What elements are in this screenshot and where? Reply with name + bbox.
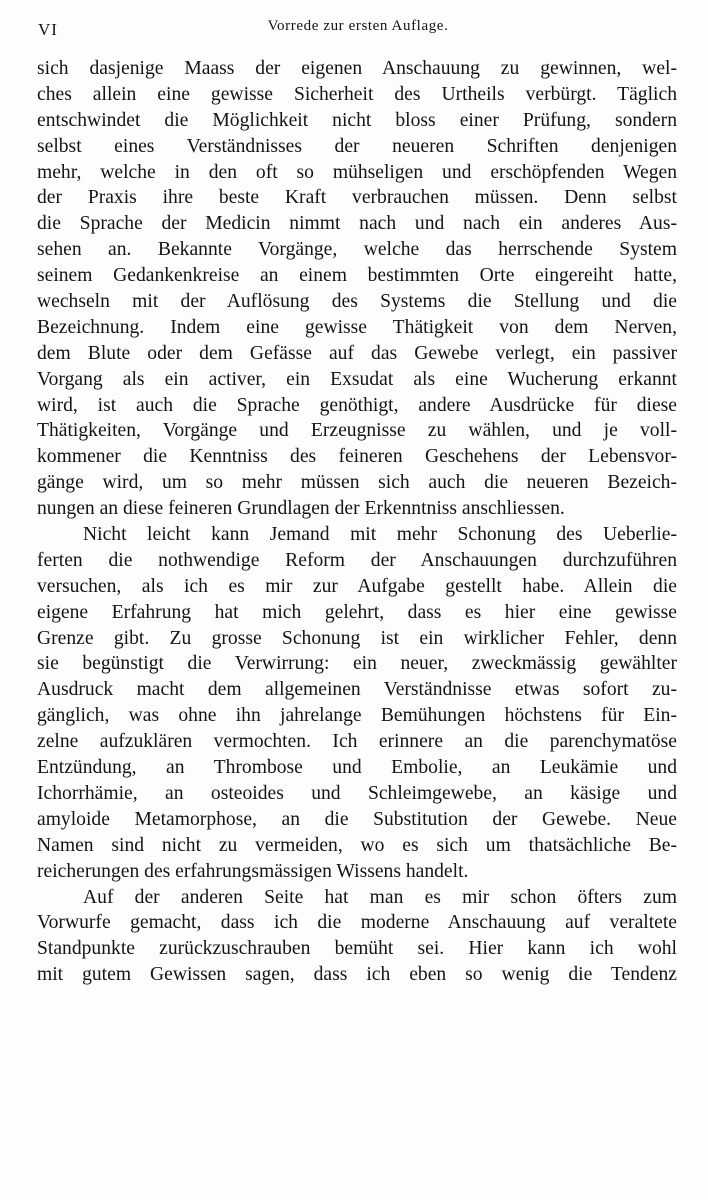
text-line: mit gutem Gewissen sagen, dass ich eben so wenig die Tendenz [37,964,677,986]
text-line: Grenze gibt. Zu grosse Schonung ist ein wirklicher Fehler, denn [37,627,677,649]
text-line: wechseln mit der Auflösung des Systems die Stellung und die [37,291,677,313]
text-line: gänglich, was ohne ihn jahrelange Bemühungen höchstens für Ein- [37,705,677,727]
text-line: Nicht leicht kann Jemand mit mehr Schonung des Ueberlie- [83,524,677,546]
text-line: Ichorrhämie, an osteoides und Schleimgewebe, an käsige und [37,782,677,804]
paragraph-1 [37,56,677,522]
text-line: wird, ist auch die Sprache genöthigt, andere Ausdrücke für diese [37,394,677,416]
text-line: Namen sind nicht zu vermeiden, wo es sich um thatsächliche Be- [37,834,677,856]
text-line: Vorgang als ein activer, ein Exsudat als eine Wucherung erkannt [37,368,677,390]
text-line: Standpunkte zurückzuschrauben bemüht sei. Hier kann ich wohl [37,938,677,960]
page-header [38,16,678,40]
text-line: Entzündung, an Thrombose und Embolie, an Leukämie und [37,757,677,779]
text-line: sehen an. Bekannte Vorgänge, welche das herrschende System [37,239,677,261]
text-line: der Praxis ihre beste Kraft verbrauchen müssen. Denn selbst [37,187,677,209]
text-line: kommener die Kenntniss des feineren Geschehens der Lebensvor- [37,446,677,468]
text-line: eigene Erfahrung hat mich gelehrt, dass es hier eine gewisse [37,601,677,623]
text-line: nungen an diese feineren Grundlagen der Erkenntniss anschliessen. [37,498,565,520]
text-line: mehr, welche in den oft so mühseligen und erschöpfenden Wegen [37,161,677,183]
text-line: dem Blute oder dem Gefässe auf das Gewebe verlegt, ein passiver [37,342,677,364]
text-line: seinem Gedankenkreise an einem bestimmten Orte eingereiht hatte, [37,265,677,287]
text-line: Ausdruck macht dem allgemeinen Verständnisse etwas sofort zu- [37,679,677,701]
text-line: sich dasjenige Maass der eigenen Anschauung zu gewinnen, wel- [37,58,677,79]
page-number: VI [38,20,58,39]
paragraph-3 [37,885,677,989]
running-title: Vorrede zur ersten Auflage. [267,18,449,34]
text-line: Thätigkeiten, Vorgänge und Erzeugnisse zu wählen, und je voll- [37,420,677,442]
text-line: Bezeichnung. Indem eine gewisse Thätigkeit von dem Nerven, [37,316,677,338]
text-line: ferten die nothwendige Reform der Anschauungen durchzuführen [37,549,677,571]
body-text [37,56,677,988]
paragraph-2 [37,522,677,884]
text-line: zelne aufzuklären vermochten. Ich erinnere an die parenchymatöse [37,731,677,753]
text-line: reicherungen des erfahrungsmässigen Wissens handelt. [37,860,469,882]
text-line: Auf der anderen Seite hat man es mir schon öfters zum [83,886,677,908]
text-line: versuchen, als ich es mir zur Aufgabe gestellt habe. Allein die [37,575,677,597]
text-line: amyloide Metamorphose, an die Substitution der Gewebe. Neue [37,808,677,830]
text-line: die Sprache der Medicin nimmt nach und nach ein anderes Aus- [37,213,677,235]
text-line: gänge wird, um so mehr müssen sich auch die neueren Bezeich- [37,472,677,494]
text-line: ches allein eine gewisse Sicherheit des Urtheils verbürgt. Täglich [37,83,677,105]
text-line: sie begünstigt die Verwirrung: ein neuer, zweckmässig gewählter [37,653,677,675]
text-line: Vorwurfe gemacht, dass ich die moderne Anschauung auf veraltete [37,912,677,934]
text-line: entschwindet die Möglichkeit nicht bloss einer Prüfung, sondern [37,109,677,131]
text-line: selbst eines Verständnisses der neueren Schriften denjenigen [37,135,677,157]
